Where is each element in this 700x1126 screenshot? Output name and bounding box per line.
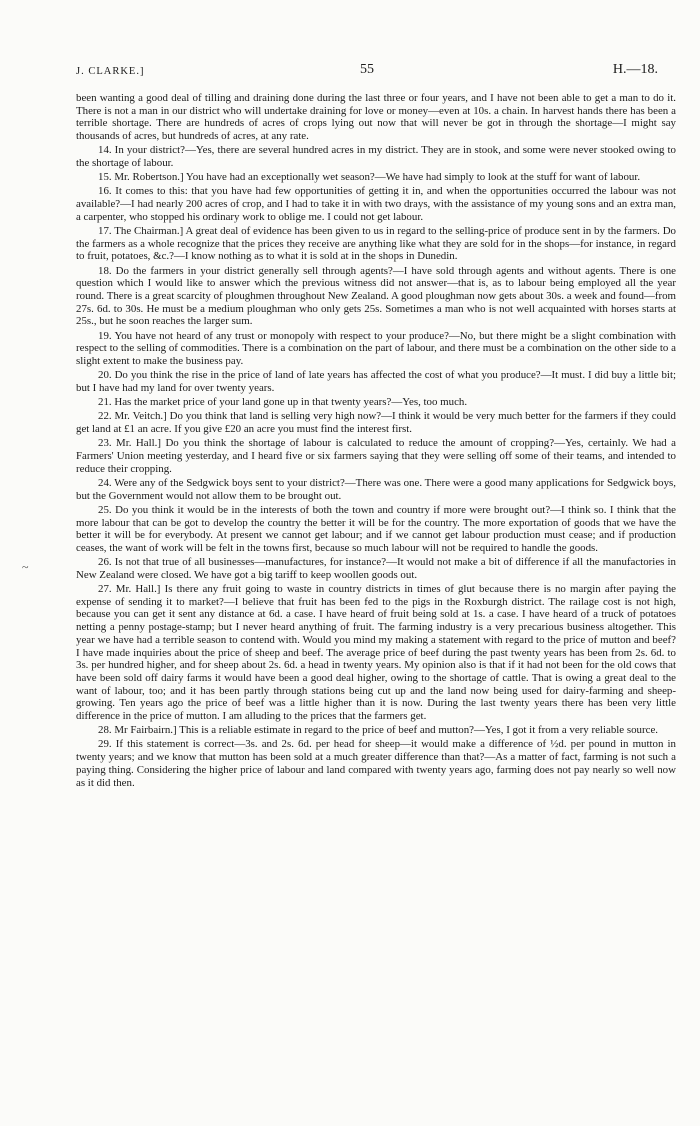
paragraph-q24: 24. Were any of the Sedgwick boys sent to your district?—There was one. There were a good many applications for Sedgwick boys, but the Government would not allow them to be brought out.	[76, 476, 676, 502]
paragraph-q14: 14. In your district?—Yes, there are several hundred acres in my district. They are in stook, and some were never stooked owing to the shortage of labour.	[76, 144, 676, 170]
paragraph-q25: 25. Do you think it would be in the interests of both the town and country if more were brought out?—I think so. I think that the more labour that can be got to develop the country the better it will be for the country. The more exportation of goods that we have the better it will be for everybody. At present we cannot get labour; and if we cannot get labour production must cease; and if production ceases, the want of work will be felt in the towns first, because so much labour will not be required to handle the goods.	[76, 503, 676, 554]
paragraph-continued: been wanting a good deal of tilling and draining done during the last three or four years, and I have not been able to get a man to do it. There is not a man in our district who will undertake draining for love or money—even at 10s. a chain. In harvest hands there has been a terrible shortage. There are hundreds of acres of crops lying out now that will never be got in through the shortage—I might say thousands of acres, but hundreds of acres, at any rate.	[76, 92, 676, 143]
paragraph-q15: 15. Mr. Robertson.] You have had an exceptionally wet season?—We have had simply to look at the stuff for want of labour.	[98, 171, 641, 184]
paragraph-q22: 22. Mr. Veitch.] Do you think that land is selling very high now?—I think it would be very much better for the farmers if they could get land at £1 an acre. If you give £20 an acre you must find the interest first.	[76, 410, 676, 436]
paragraph-q26: 26. Is not that true of all businesses—manufactures, for instance?—It would not make a bit of difference if all the manufactories in New Zealand were closed. We have got a big tariff to keep woollen goods out.	[76, 556, 676, 581]
paragraph-q20: 20. Do you think the rise in the price of land of late years has affected the cost of what you produce?—It must. I did buy a little bit; but I have had my land for over twenty years.	[76, 369, 676, 394]
paragraph-q19: 19. You have not heard of any trust or monopoly with respect to your produce?—No, but there might be a slight combination with respect to the selling of commodities. There is a combination on the part of labour, and there must be a combination on the other side to a slight extent to make the business pay.	[76, 329, 676, 368]
paragraph-q18: 18. Do the farmers in your district generally sell through agents?—I have sold through agents and without agents. There is one question which I would like to answer which the previous witness did not answer—that is, as to labour being employed all the year round. There is a great scarcity of ploughmen throughout New Zealand. A good ploughman now gets about 30s. a week and found—from 27s. 6d. to 30s. He must be a medium ploughman who only gets 25s. Sometimes a man who is not well acquainted with horses starts at 25s., but he soon reaches the larger sum.	[76, 264, 676, 328]
paragraph-q16: 16. It comes to this: that you have had few opportunities of getting it in, and when the opportunities occurred the labour was not available?—I had nearly 200 acres of crop, and I had to take it in with two drays, with the assistance of my young sons and an extra man, a carpenter, who stopped his ordinary work to oblige me. I could not get labour.	[76, 185, 676, 223]
document-body	[76, 92, 676, 791]
paragraph-q17: 17. The Chairman.] A great deal of evidence has been given to us in regard to the selling-price of produce sent in by the farmers. Do the farmers as a whole recognize that the prices they receive are anything like what they are sold for in the shops—for instance, in regard to fruit, potatoes, &c.?—I know nothing as to what it is sold at in the shops in Dunedin.	[76, 225, 676, 263]
margin-mark: ~	[22, 560, 29, 574]
paragraph-q27: 27. Mr. Hall.] Is there any fruit going to waste in country districts in times of glut because there is no margin after paying the expense of sending it to market?—I believe that fruit has been fed to the pigs in the Roxburgh district. The railage cost is not high, because you can get it sent any distance at 6d. a case. I have heard of fruit being sold at 1s. a case. I have heard of a truck of potatoes netting a penny postage-stamp; but I never heard anything of fruit. The farming industry is a very precarious business altogether. This year we have had a terrible season to contend with. Would you mind my making a statement with regard to the price of mutton and beef? I have made inquiries about the price of sheep and beef. The average price of beef during the past twenty years has been from 2s. 6d. to 3s. per hundred higher, and for sheep about 2s. 6d. a head in twenty years. My opinion also is that if it had not been for the old cows that have been sold off dairy farms it would have been a good deal higher, owing to the shortage of cattle. That is owing a great deal to the want of labour, too; and it has been partly through stations being cut up and the land now being used for dairy-farming and sheep-growing. Ten years ago the price of beef was a little higher than it is now. During the last twenty years there has been very little difference in the price of mutton. I am alluding to the prices that the farmers get.	[76, 583, 676, 723]
document-reference: H.—18.	[612, 62, 658, 77]
page-number: 55	[360, 62, 374, 77]
header-witness-name: J. CLARKE.]	[76, 66, 145, 77]
paragraph-q23: 23. Mr. Hall.] Do you think the shortage of labour is calculated to reduce the amount of cropping?—Yes, certainly. We had a Farmers' Union meeting yesterday, and I heard five or six farmers saying that they were selling off some of their teams, and intended to reduce their cropping.	[76, 437, 676, 475]
paragraph-q21: 21. Has the market price of your land gone up in that twenty years?—Yes, too much.	[98, 396, 468, 409]
paragraph-q28: 28. Mr Fairbairn.] This is a reliable estimate in regard to the price of beef and mutton?—Yes, I got it from a very reliable source.	[98, 724, 658, 737]
page-header	[76, 62, 658, 82]
paragraph-q29: 29. If this statement is correct—3s. and 2s. 6d. per head for sheep—it would make a difference of ½d. per pound in mutton in twenty years; and we know that mutton has been sold at a much greater difference than that?—As a matter of fact, farming is not such a paying thing. Considering the higher price of labour and land compared with twenty years ago, farming does not pay nearly so well now as it did then.	[76, 738, 676, 789]
